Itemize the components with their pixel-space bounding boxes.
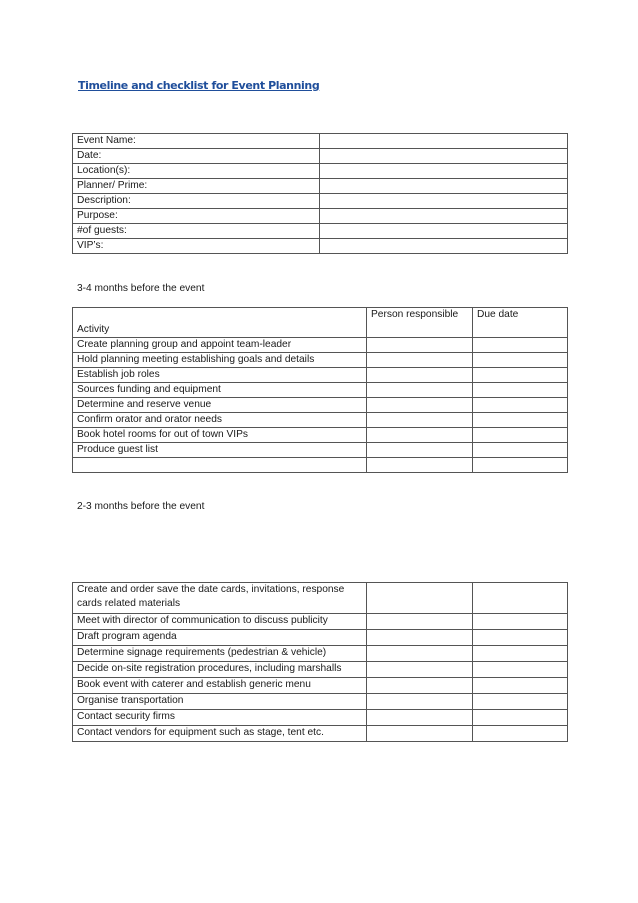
section-heading-3-4-months: 3-4 months before the event [77, 283, 205, 294]
table-row [73, 428, 568, 443]
person-responsible-cell [367, 443, 473, 458]
header-due-date: Due date [473, 308, 568, 338]
person-responsible-cell [367, 398, 473, 413]
info-row [73, 224, 568, 239]
table-row [73, 630, 568, 646]
due-date-cell [473, 383, 568, 398]
person-responsible-cell [367, 646, 473, 662]
due-date-cell [473, 413, 568, 428]
activity-cell: Draft program agenda [73, 630, 367, 646]
due-date-cell [473, 428, 568, 443]
activity-cell: Contact vendors for equipment such as stage, tent etc. [73, 726, 367, 742]
info-value-cell [320, 134, 568, 149]
due-date-cell [473, 443, 568, 458]
person-responsible-cell [367, 583, 473, 614]
table-row [73, 614, 568, 630]
event-info-table [72, 133, 568, 254]
table-row [73, 368, 568, 383]
due-date-cell [473, 614, 568, 630]
due-date-cell [473, 583, 568, 614]
info-label: #of guests: [73, 224, 320, 239]
header-activity: Activity [73, 308, 367, 338]
person-responsible-cell [367, 614, 473, 630]
table-row [73, 710, 568, 726]
due-date-cell [473, 678, 568, 694]
info-label: Description: [73, 194, 320, 209]
info-row [73, 209, 568, 224]
person-responsible-cell [367, 694, 473, 710]
info-row [73, 179, 568, 194]
person-responsible-cell [367, 413, 473, 428]
info-row [73, 134, 568, 149]
activity-cell: Determine signage requirements (pedestrian & vehicle) [73, 646, 367, 662]
person-responsible-cell [367, 383, 473, 398]
info-value-cell [320, 224, 568, 239]
activity-cell: Hold planning meeting establishing goals and details [73, 353, 367, 368]
checklist-table-3-4-months [72, 307, 568, 473]
activity-cell: Meet with director of communication to discuss publicity [73, 614, 367, 630]
due-date-cell [473, 338, 568, 353]
person-responsible-cell [367, 662, 473, 678]
activity-cell: Confirm orator and orator needs [73, 413, 367, 428]
table-row [73, 398, 568, 413]
section-heading-2-3-months: 2-3 months before the event [77, 501, 205, 512]
person-responsible-cell [367, 678, 473, 694]
info-value-cell [320, 209, 568, 224]
person-responsible-cell [367, 353, 473, 368]
activity-cell: Book hotel rooms for out of town VIPs [73, 428, 367, 443]
info-label: Location(s): [73, 164, 320, 179]
due-date-cell [473, 368, 568, 383]
due-date-cell [473, 710, 568, 726]
due-date-cell [473, 662, 568, 678]
table-row [73, 726, 568, 742]
table-row [73, 678, 568, 694]
activity-cell: Create planning group and appoint team-leader [73, 338, 367, 353]
table-row [73, 443, 568, 458]
person-responsible-cell [367, 368, 473, 383]
document-title: Timeline and checklist for Event Planning [78, 79, 320, 92]
info-label: Planner/ Prime: [73, 179, 320, 194]
activity-cell: Organise transportation [73, 694, 367, 710]
due-date-cell [473, 458, 568, 473]
activity-cell: Sources funding and equipment [73, 383, 367, 398]
person-responsible-cell [367, 630, 473, 646]
due-date-cell [473, 694, 568, 710]
person-responsible-cell [367, 428, 473, 443]
activity-cell: Create and order save the date cards, invitations, response cards related materials [73, 583, 367, 614]
header-person-responsible: Person responsible [367, 308, 473, 338]
activity-cell: Determine and reserve venue [73, 398, 367, 413]
info-value-cell [320, 164, 568, 179]
info-value-cell [320, 179, 568, 194]
table-row [73, 646, 568, 662]
person-responsible-cell [367, 710, 473, 726]
activity-cell: Contact security firms [73, 710, 367, 726]
checklist-table-2-3-months [72, 582, 568, 742]
table-row [73, 338, 568, 353]
activity-cell: Establish job roles [73, 368, 367, 383]
table-row [73, 413, 568, 428]
due-date-cell [473, 646, 568, 662]
table-row [73, 583, 568, 614]
info-value-cell [320, 149, 568, 164]
activity-cell: Produce guest list [73, 443, 367, 458]
table-row [73, 694, 568, 710]
info-value-cell [320, 194, 568, 209]
info-label: Event Name: [73, 134, 320, 149]
due-date-cell [473, 398, 568, 413]
activity-cell: Decide on-site registration procedures, including marshalls [73, 662, 367, 678]
activity-cell: Book event with caterer and establish generic menu [73, 678, 367, 694]
table-row [73, 662, 568, 678]
due-date-cell [473, 353, 568, 368]
table-row [73, 458, 568, 473]
table-row [73, 383, 568, 398]
activity-cell [73, 458, 367, 473]
info-row [73, 164, 568, 179]
person-responsible-cell [367, 338, 473, 353]
person-responsible-cell [367, 726, 473, 742]
info-row [73, 239, 568, 254]
table-header-row [73, 308, 568, 338]
info-label: Purpose: [73, 209, 320, 224]
info-label: VIP’s: [73, 239, 320, 254]
info-label: Date: [73, 149, 320, 164]
info-row [73, 194, 568, 209]
person-responsible-cell [367, 458, 473, 473]
info-row [73, 149, 568, 164]
info-value-cell [320, 239, 568, 254]
due-date-cell [473, 630, 568, 646]
due-date-cell [473, 726, 568, 742]
table-row [73, 353, 568, 368]
